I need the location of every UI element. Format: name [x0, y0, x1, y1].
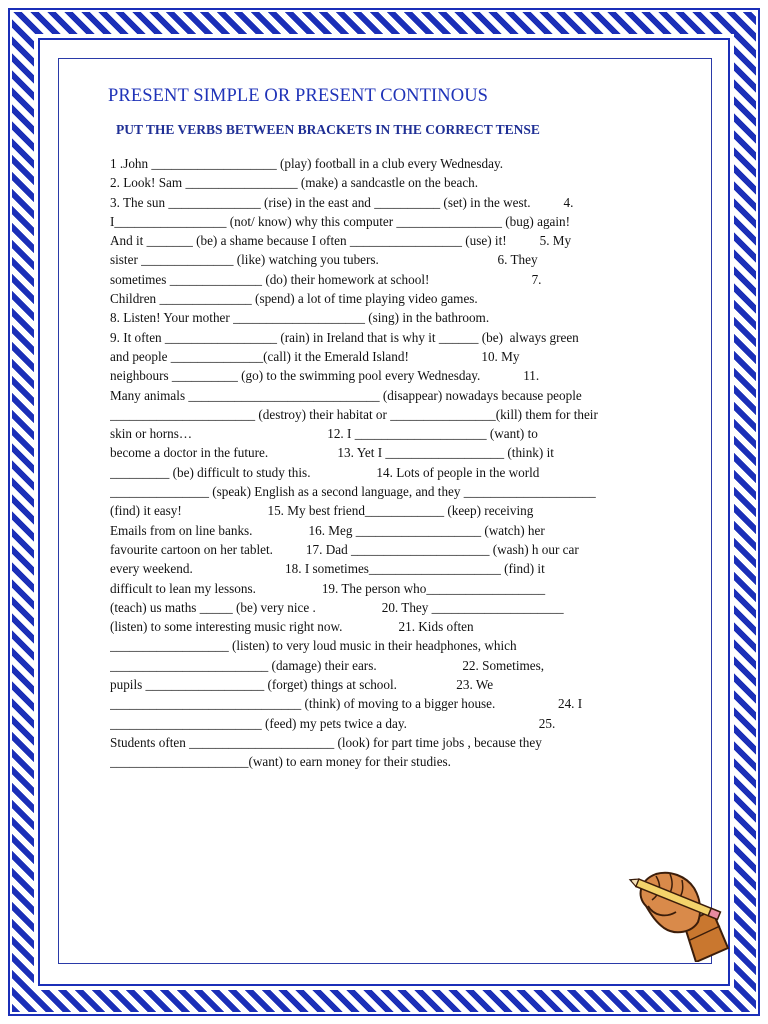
exercise-line: 2. Look! Sam _________________ (make) a sandcastle on the beach. [110, 175, 479, 191]
exercise-line: Students often ______________________ (look) for part time jobs , because they [110, 734, 542, 750]
exercise-line: become a doctor in the future. 13. Yet I __________________ (think) it [110, 445, 554, 461]
exercise-line: pupils __________________ (forget) things at school. 23. We [110, 677, 494, 693]
exercise-line: 9. It often _________________ (rain) in Ireland that is why it ______ (be) always green [110, 329, 579, 345]
exercise-line: Emails from on line banks. 16. Meg ___________________ (watch) her [110, 522, 545, 538]
exercise-line: (find) it easy! 15. My best friend____________ (keep) receiving [110, 503, 534, 519]
exercise-line: __________________ (listen) to very loud music in their headphones, which [110, 638, 517, 654]
exercise-line: sister ______________ (like) watching you tubers. 6. They [110, 252, 538, 268]
worksheet-title: PRESENT SIMPLE OR PRESENT CONTINOUS [108, 86, 489, 106]
exercise-line: _____________________(want) to earn money for their studies. [110, 754, 451, 770]
exercise-text [110, 154, 658, 772]
exercise-line: _______________ (speak) English as a second language, and they ____________________ [110, 484, 596, 500]
exercise-line: 8. Listen! Your mother ____________________ (sing) in the bathroom. [110, 310, 490, 326]
exercise-line: neighbours __________ (go) to the swimming pool every Wednesday. 11. [110, 368, 540, 384]
exercise-line: _____________________________ (think) of moving to a bigger house. 24. I [110, 696, 583, 712]
exercise-line: sometimes ______________ (do) their homework at school! 7. [110, 271, 542, 287]
exercise-line: (teach) us maths _____ (be) very nice . 20. They ____________________ [110, 599, 564, 615]
exercise-line: _______________________ (feed) my pets twice a day. 25. [110, 715, 556, 731]
exercise-line: 3. The sun ______________ (rise) in the east and __________ (set) in the west. 4. [110, 194, 574, 210]
exercise-line: ________________________ (damage) their ears. 22. Sometimes, [110, 657, 545, 673]
exercise-line: and people ______________(call) it the Emerald Island! 10. My [110, 348, 520, 364]
exercise-line: I_________________ (not/ know) why this computer ________________ (bug) again! [110, 213, 571, 229]
exercise-line: _________ (be) difficult to study this. 14. Lots of people in the world [110, 464, 540, 480]
exercise-line: every weekend. 18. I sometimes____________________ (find) it [110, 561, 545, 577]
exercise-line: And it _______ (be) a shame because I often _________________ (use) it! 5. My [110, 233, 572, 249]
hand-with-pencil-icon [626, 866, 730, 962]
exercise-line: difficult to lean my lessons. 19. The person who__________________ [110, 580, 546, 596]
exercise-line: (listen) to some interesting music right now. 21. Kids often [110, 619, 474, 635]
exercise-line: 1 .John ___________________ (play) football in a club every Wednesday. [110, 156, 504, 171]
exercise-line: favourite cartoon on her tablet. 17. Dad _____________________ (wash) h our car [110, 541, 579, 557]
exercise-line: Many animals _____________________________ (disappear) nowadays because people [110, 387, 582, 403]
exercise-line: Children ______________ (spend) a lot of time playing video games. [110, 291, 478, 307]
worksheet-instruction: PUT THE VERBS BETWEEN BRACKETS IN THE CORRECT TENSE [116, 122, 540, 137]
exercise-line: ______________________ (destroy) their habitat or ________________(kill) them for their [110, 406, 598, 422]
exercise-line: skin or horns… 12. I ____________________ (want) to [110, 426, 538, 442]
